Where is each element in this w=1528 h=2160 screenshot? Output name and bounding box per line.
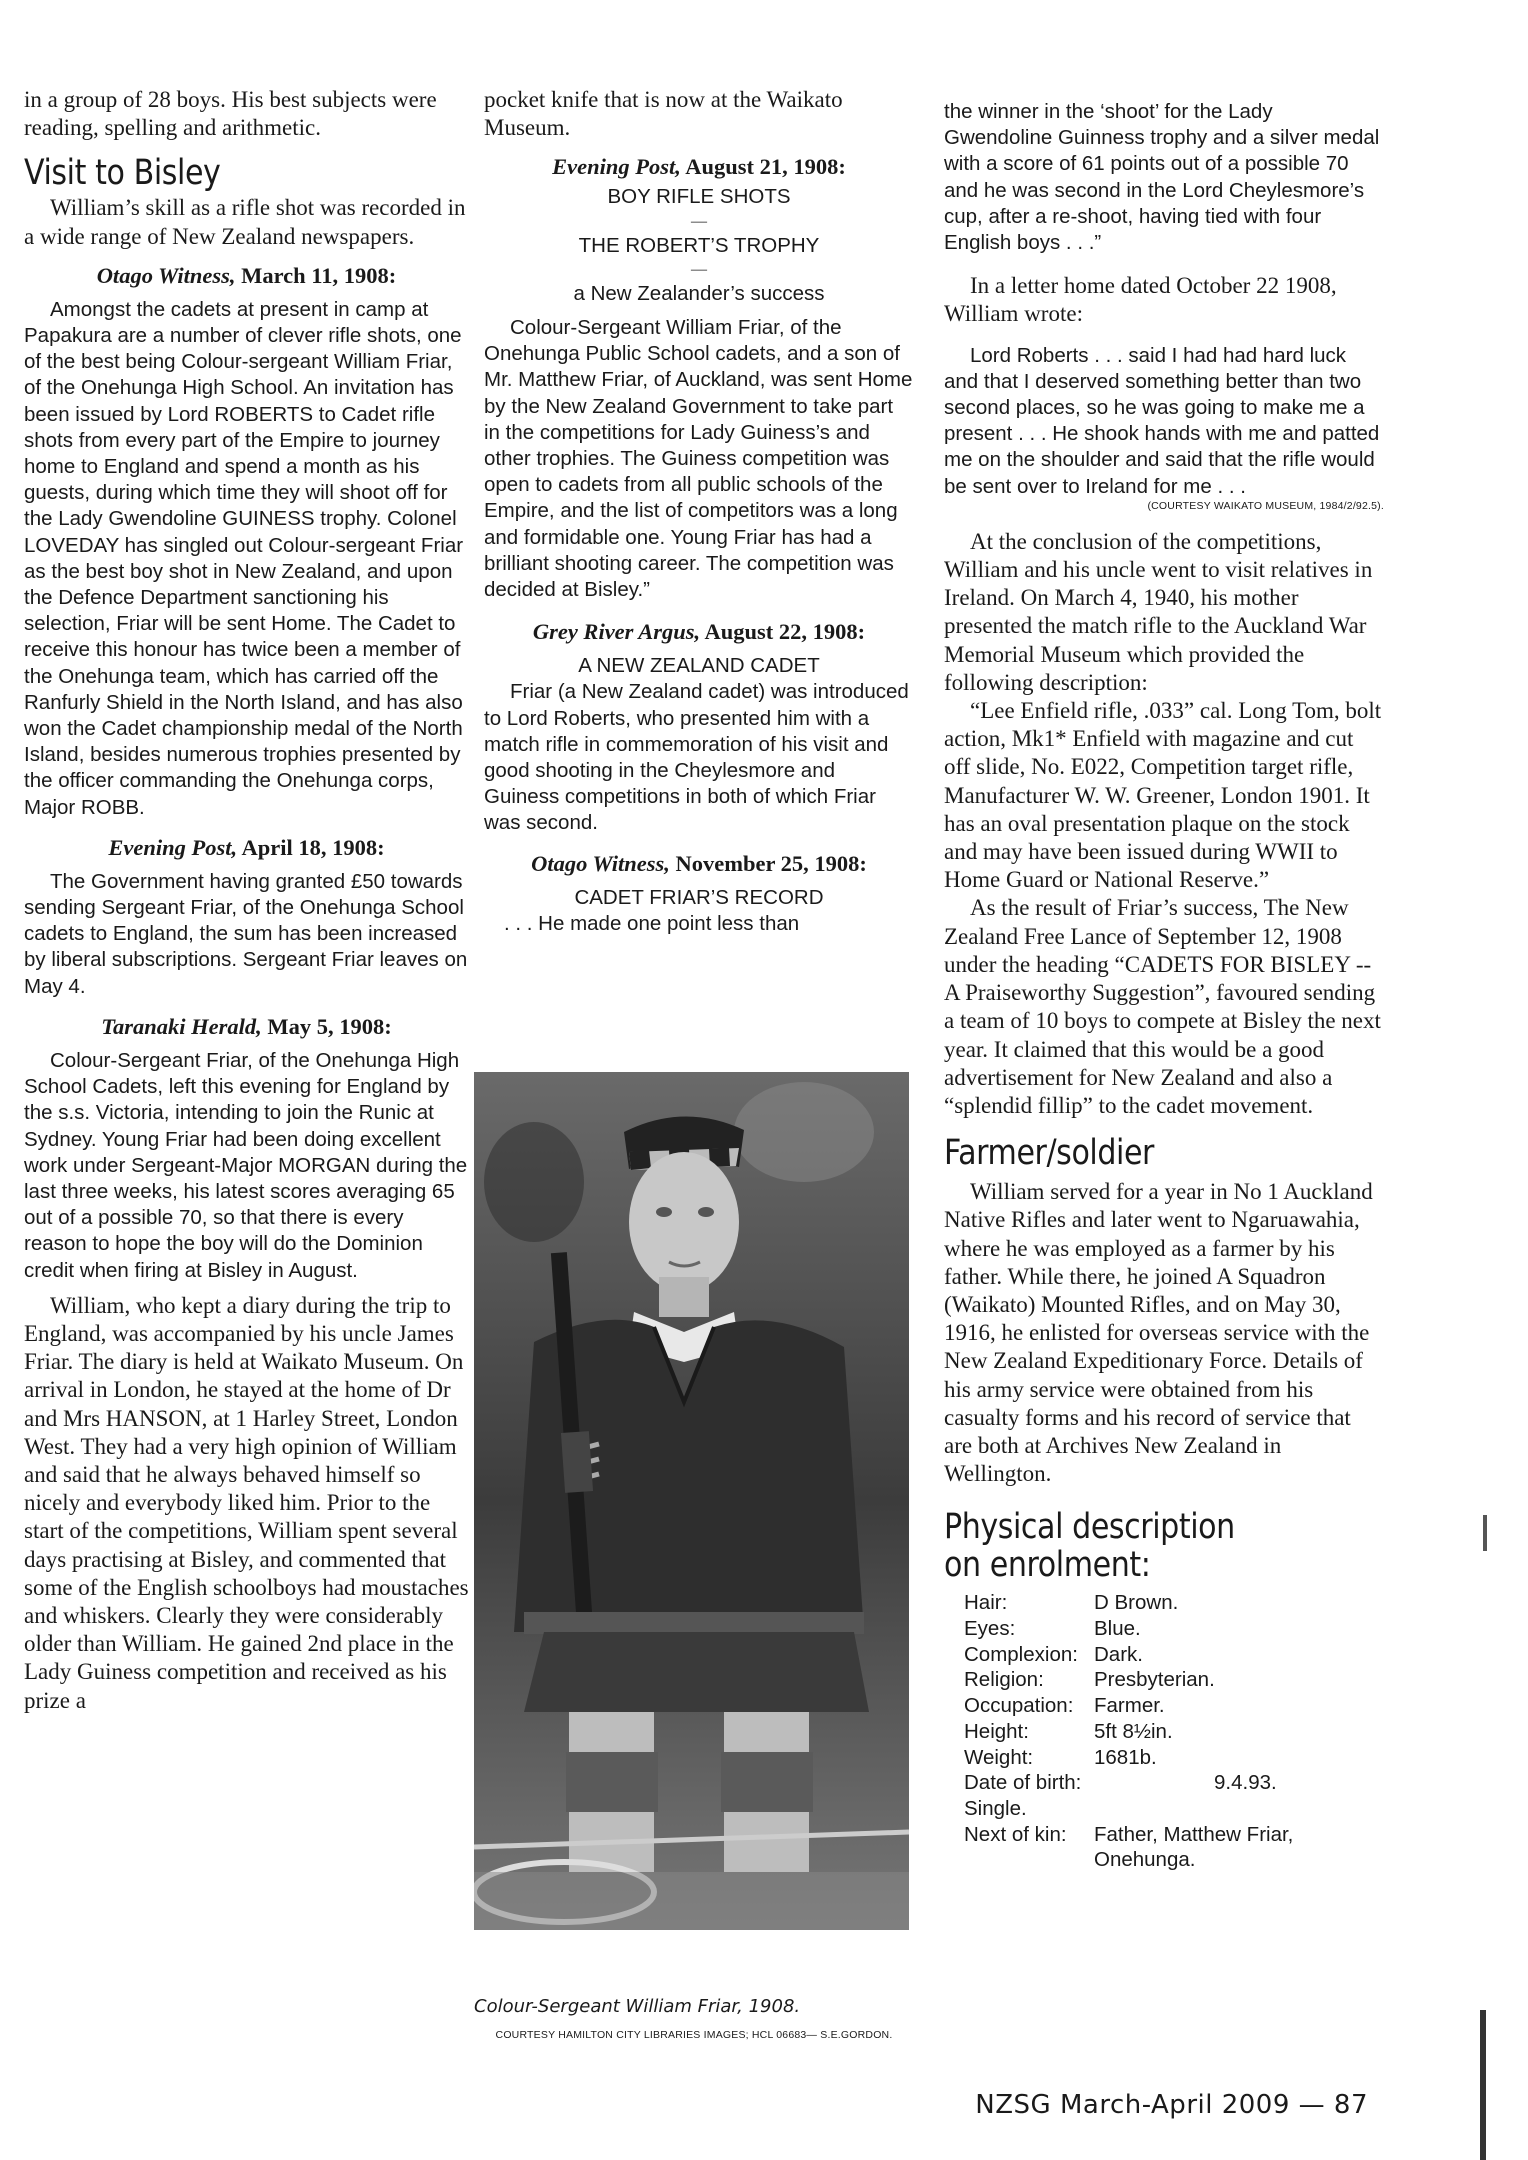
letter-credit: (COURTESY WAIKATO MUSEUM, 1984/2/92.5). xyxy=(1147,499,1384,512)
field-label: Single. xyxy=(964,1796,1027,1820)
field-value: 5ft 8½in. xyxy=(1094,1719,1173,1743)
portrait-photo xyxy=(474,1072,909,1930)
headline-cadet-friar-record: CADET FRIAR’S RECORD xyxy=(574,885,824,909)
source-taranaki-herald xyxy=(24,1010,469,1044)
source-grey-river-argus xyxy=(484,615,914,649)
page-footer: NZSG March-April 2009 — 87 xyxy=(975,2090,1368,2120)
table-row xyxy=(964,1822,1293,1848)
source-paper: Evening Post, xyxy=(108,834,238,860)
field-value: D Brown. xyxy=(1094,1591,1179,1615)
source-evening-post-april xyxy=(24,831,469,865)
field-label: Hair: xyxy=(964,1591,1008,1615)
diary-paragraph: William, who kept a diary during the trip to England, was accompanied by his uncle James Friar. The diary is held at Waikato Museum. On arrival in London, he stayed at the home of Dr and Mrs HANSON, at 1 Harley Street, London West. They had a very high opinion of William and said that he always behaved himself so nicely and everybody liked him. Prior to the start of the competitions, William spent several days practising at Bisley, and commented that some of the English schoolboys had moustaches and whiskers. Clearly they were considerably older than William. He gained 2nd place in the Lady Guiness competition and received as his prize a xyxy=(24,1292,469,1713)
field-value: Blue. xyxy=(1094,1617,1141,1641)
source-date: March 11, 1908: xyxy=(235,262,397,288)
column-1 xyxy=(24,0,469,1715)
field-value: 1681b. xyxy=(1094,1745,1157,1769)
source-otago-witness-march xyxy=(24,259,469,293)
field-value: 9.4.93. xyxy=(1214,1771,1277,1795)
source-date: November 25, 1908: xyxy=(669,850,867,876)
evening-post-august-text: Colour-Sergeant William Friar, of the Onehunga Public School cadets, and a son of Mr. Matthew Friar, of Auckland, was sent Home by the New Zealand Government to take part in the competitions for Lady Guiness’s and other trophies. The Guiness competition was open to cadets from all public schools of the Empire, and the list of competitors was a long and formidable one. Young Friar has had a brilliant shooting career. The competition was decided at Bisley.” xyxy=(484,316,913,602)
field-value xyxy=(1094,1796,1293,1822)
dash-divider: — xyxy=(691,260,707,278)
field-label: Occupation: xyxy=(964,1694,1074,1718)
field-label: Complexion: xyxy=(964,1642,1078,1666)
heading-physical-description: Physical description xyxy=(944,1507,1235,1548)
rifle-description: “Lee Enfield rifle, .033” cal. Long Tom, bolt action, Mk1* Enfield with magazine and cut off slide, No. E022, Competition target rifle, Manufacturer W. W. Greener, London 1901. It has an oval presentation plaque on the stock and may have been issued during WWII to Home Guard or National Reserve.” xyxy=(944,698,1382,893)
table-row xyxy=(964,1693,1293,1719)
table-row xyxy=(964,1745,1293,1771)
headline-nz-cadet: A NEW ZEALAND CADET xyxy=(578,654,820,678)
portrait-illustration xyxy=(474,1072,909,1930)
dash-divider: — xyxy=(691,212,707,230)
field-label: Religion: xyxy=(964,1668,1044,1692)
otago-witness-text: Amongst the cadets at present in camp at Papakura are a number of clever rifle shots, one of the best being Colour-sergeant William Friar, of the Onehunga High School. An invitation has been issued by Lord ROBERTS to Cadet rifle shots from every part of the Empire to journey home to England and spend a month as his guests, during which time they will shoot off for the Lady Gwendoline GUINESS trophy. Colonel LOVEDAY has singled out Colour-sergeant Friar as the best boy shot in New Zealand, and upon the Defence Department sanctioning his selection, Friar will be sent Home. The Cadet to receive this honour has twice been a member of the Onehunga team, which has carried off the Ranfurly Shield in the North Island, and has also won the Cadet championship medal of the North Island, besides numerous trophies presented by the officer commanding the Onehunga corps, Major ROBB. xyxy=(24,297,464,819)
evening-post-text: The Government having granted £50 towards sending Sergeant Friar, of the Onehunga School cadets to England, the sum has been increased by liberal subscriptions. Sergeant Friar leaves on May 4. xyxy=(24,869,468,998)
field-value: Onehunga. xyxy=(1094,1848,1196,1872)
table-row xyxy=(964,1642,1293,1668)
source-paper: Evening Post, xyxy=(552,154,681,180)
letter-intro: In a letter home dated October 22 1908, William wrote: xyxy=(944,273,1337,327)
table-row xyxy=(964,1590,1293,1616)
heading-on-enrolment: on enrolment: xyxy=(944,1545,1151,1586)
column-3 xyxy=(944,0,1384,1873)
conclusion-paragraph: At the conclusion of the competitions, William and his uncle went to visit relatives in Ireland. On March 4, 1940, his mother presented the match rifle to the Auckland War Memorial Museum which provided the following description: xyxy=(944,528,1373,695)
photo-caption: Colour-Sergeant William Friar, 1908. xyxy=(474,1996,801,2017)
headline-roberts-trophy: THE ROBERT’S TROPHY xyxy=(578,233,820,257)
field-label: Eyes: xyxy=(964,1617,1016,1641)
farmer-paragraph: William served for a year in No 1 Auckland Native Rifles and later went to Ngaruawahia, where he was employed as a farmer by his father. While there, he joined A Squadron (Waikato) Mounted Rifles, and on May 30, 1916, he enlisted for overseas service with the New Zealand Expeditionary Force. Details of his army service were obtained from his casualty forms and his record of service that are both at Archives New Zealand in Wellington. xyxy=(944,1179,1373,1487)
scan-mark xyxy=(1480,2010,1486,2160)
intro-paragraph: in a group of 28 boys. His best subjects were reading, spelling and arithmetic. xyxy=(24,87,437,141)
table-row xyxy=(964,1616,1293,1642)
table-row xyxy=(964,1796,1293,1822)
field-label: Next of kin: xyxy=(964,1822,1067,1846)
field-value: Father, Matthew Friar, xyxy=(1094,1822,1294,1846)
source-date: April 18, 1908: xyxy=(237,834,385,860)
field-value: Presbyterian. xyxy=(1094,1668,1215,1692)
scan-mark xyxy=(1483,1515,1487,1551)
headline-nz-success: a New Zealander’s success xyxy=(573,281,825,305)
photo-credit: COURTESY HAMILTON CITY LIBRARIES IMAGES; HCL 06683— S.E.GORDON. xyxy=(495,2029,893,2041)
heading-farmer-soldier: Farmer/soldier xyxy=(944,1133,1155,1174)
source-date: May 5, 1908: xyxy=(261,1013,392,1039)
taranaki-herald-text: Colour-Sergeant Friar, of the Onehunga High School Cadets, left this evening for England by the s.s. Victoria, intending to join the Runic at Sydney. Young Friar had been doing excellent work under Sergeant-Major MORGAN during the last three weeks, his latest scores averaging 65 out of a possible 70, so that there is every reason to hope the boy will do the Dominion credit when firing at Bisley in August. xyxy=(24,1048,468,1282)
grey-river-argus-text: Friar (a New Zealand cadet) was introduced to Lord Roberts, who presented him with a match rifle in commemoration of his visit and good shooting in the Cheylesmore and Guiness competitions in both of which Friar was second. xyxy=(484,680,909,835)
otago-november-text: . . . He made one point less than xyxy=(504,911,800,935)
source-date: August 21, 1908: xyxy=(680,154,846,180)
field-label: Date of birth: xyxy=(964,1771,1082,1795)
source-paper: Otago Witness, xyxy=(531,850,670,876)
source-paper: Taranaki Herald, xyxy=(101,1013,262,1039)
column-2 xyxy=(484,0,914,937)
field-value: Dark. xyxy=(1094,1642,1143,1666)
source-paper: Grey River Argus, xyxy=(532,619,701,645)
headline-boy-rifle-shots: BOY RIFLE SHOTS xyxy=(607,185,791,209)
letter-text: Lord Roberts . . . said I had had hard luck and that I deserved something better than two second places, so he was going to make me a present . . . He shook hands with me and patted me on the shoulder and said that the rifle would be sent over to Ireland for me . . . xyxy=(944,343,1380,498)
source-date: August 22, 1908: xyxy=(700,619,866,645)
physical-description-table xyxy=(964,1590,1293,1873)
source-evening-post-august xyxy=(484,150,914,184)
table-row xyxy=(964,1847,1293,1873)
table-row xyxy=(964,1770,1293,1796)
field-label xyxy=(964,1847,1094,1873)
continuation-paragraph: pocket knife that is now at the Waikato Museum. xyxy=(484,87,843,141)
source-paper: Otago Witness, xyxy=(96,262,236,288)
photo-caption-block xyxy=(474,1996,914,2041)
continuation-text: the winner in the ‘shoot’ for the Lady Gwendoline Guinness trophy and a silver medal with a score of 61 points out of a possible 70 and he was second in the Lord Cheylesmore’s cup, after a re-shoot, having tied with four English boys . . .” xyxy=(944,100,1380,255)
free-lance-paragraph: As the result of Friar’s success, The New Zealand Free Lance of September 12, 1908 under the heading “CADETS FOR BISLEY -- A Praiseworthy Suggestion”, favoured sending a team of 10 boys to compete at Bisley the next year. It claimed that this would be a good advertisement for New Zealand and also a “splendid fillip” to the cadet movement. xyxy=(944,895,1381,1118)
table-row xyxy=(964,1719,1293,1745)
source-otago-witness-november xyxy=(484,847,914,881)
visit-paragraph: William’s skill as a rifle shot was recorded in a wide range of New Zealand newspapers. xyxy=(24,195,466,249)
field-value: Farmer. xyxy=(1094,1694,1165,1718)
heading-visit-to-bisley: Visit to Bisley xyxy=(24,153,221,194)
field-label: Height: xyxy=(964,1719,1029,1743)
table-row xyxy=(964,1667,1293,1693)
field-label: Weight: xyxy=(964,1745,1034,1769)
